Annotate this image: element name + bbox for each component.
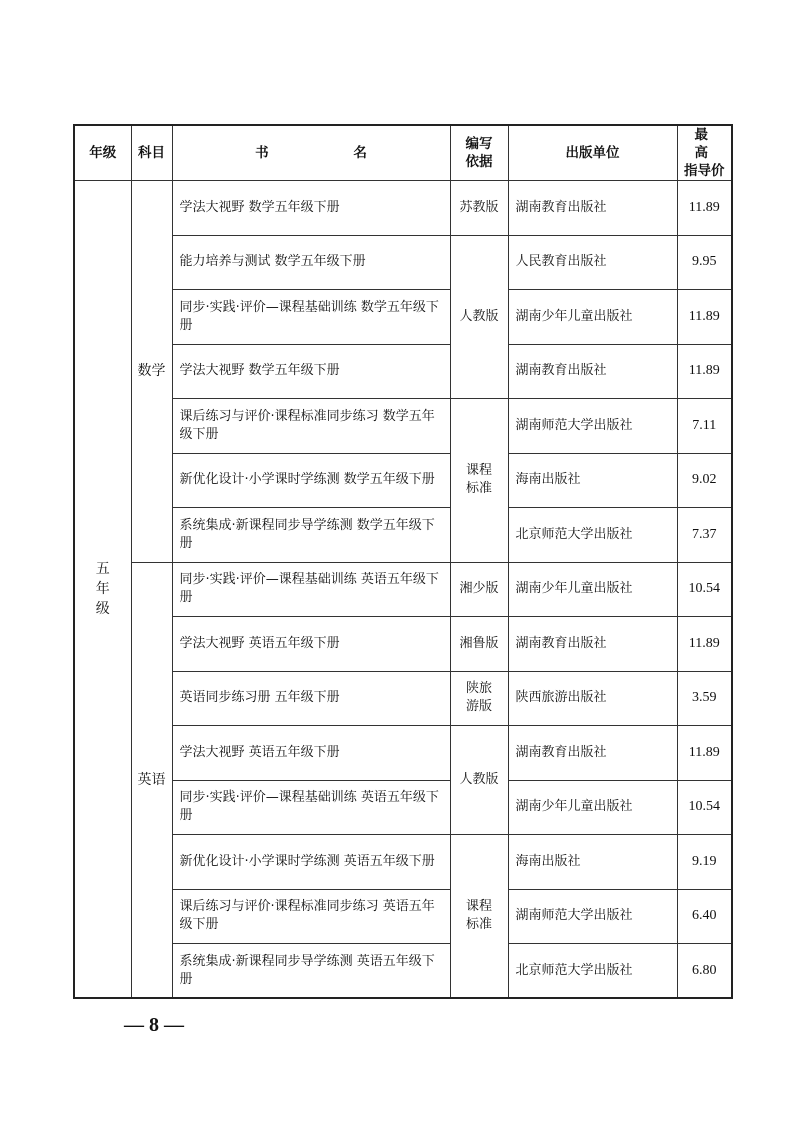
book-title: 同步·实践·评价—课程基础训练 数学五年级下册 bbox=[172, 290, 450, 345]
table-row bbox=[74, 508, 732, 563]
book-title: 课后练习与评价·课程标准同步练习 数学五年级下册 bbox=[172, 399, 450, 454]
publisher-cell: 湖南教育出版社 bbox=[508, 181, 677, 236]
table-row bbox=[74, 290, 732, 345]
publisher-cell: 湖南少年儿童出版社 bbox=[508, 780, 677, 835]
book-title: 学法大视野 英语五年级下册 bbox=[172, 726, 450, 781]
header-basis bbox=[450, 125, 508, 181]
publisher-cell: 北京师范大学出版社 bbox=[508, 508, 677, 563]
publisher-cell: 人民教育出版社 bbox=[508, 235, 677, 290]
basis-cell: 湘少版 bbox=[450, 562, 508, 617]
table-row bbox=[74, 617, 732, 672]
table-row bbox=[74, 889, 732, 944]
book-title: 新优化设计·小学课时学练测 英语五年级下册 bbox=[172, 835, 450, 890]
table-row bbox=[74, 671, 732, 726]
book-title: 课后练习与评价·课程标准同步练习 英语五年级下册 bbox=[172, 889, 450, 944]
table-header-row bbox=[74, 125, 732, 181]
header-price bbox=[677, 125, 732, 181]
table-row bbox=[74, 235, 732, 290]
basis-line: 游版 bbox=[465, 699, 492, 715]
publisher-cell: 海南出版社 bbox=[508, 835, 677, 890]
book-title: 学法大视野 数学五年级下册 bbox=[172, 344, 450, 399]
book-title: 英语同步练习册 五年级下册 bbox=[172, 671, 450, 726]
grade-cell bbox=[74, 181, 131, 999]
price-cell: 11.89 bbox=[677, 181, 732, 236]
book-title: 同步·实践·评价—课程基础训练 英语五年级下册 bbox=[172, 780, 450, 835]
header-book-name bbox=[172, 125, 450, 181]
table-row bbox=[74, 453, 732, 508]
basis-cell: 人教版 bbox=[450, 726, 508, 835]
publisher-cell: 湖南师范大学出版社 bbox=[508, 399, 677, 454]
table-row bbox=[74, 181, 732, 236]
header-publisher: 出版单位 bbox=[508, 125, 677, 181]
price-cell: 3.59 bbox=[677, 671, 732, 726]
table-row bbox=[74, 344, 732, 399]
basis-cell: 人教版 bbox=[450, 235, 508, 399]
header-basis-line2: 依据 bbox=[465, 154, 493, 170]
price-cell: 6.80 bbox=[677, 944, 732, 999]
table-row bbox=[74, 835, 732, 890]
basis-cell bbox=[450, 399, 508, 563]
table-row bbox=[74, 399, 732, 454]
book-title: 能力培养与测试 数学五年级下册 bbox=[172, 235, 450, 290]
publisher-cell: 北京师范大学出版社 bbox=[508, 944, 677, 999]
header-price-line1: 最 高 bbox=[694, 127, 722, 161]
publisher-cell: 湖南师范大学出版社 bbox=[508, 889, 677, 944]
basis-cell: 湘鲁版 bbox=[450, 617, 508, 672]
price-cell: 6.40 bbox=[677, 889, 732, 944]
book-title: 同步·实践·评价—课程基础训练 英语五年级下册 bbox=[172, 562, 450, 617]
header-grade: 年级 bbox=[74, 125, 131, 181]
header-basis-line1: 编写 bbox=[465, 136, 493, 152]
price-cell: 10.54 bbox=[677, 562, 732, 617]
publisher-cell: 海南出版社 bbox=[508, 453, 677, 508]
header-price-line2: 指导价 bbox=[684, 163, 725, 179]
price-cell: 11.89 bbox=[677, 726, 732, 781]
publisher-cell: 陕西旅游出版社 bbox=[508, 671, 677, 726]
basis-line: 课程 bbox=[465, 463, 492, 479]
publisher-cell: 湖南教育出版社 bbox=[508, 617, 677, 672]
basis-line: 标准 bbox=[465, 917, 492, 932]
book-title: 学法大视野 数学五年级下册 bbox=[172, 181, 450, 236]
price-cell: 7.37 bbox=[677, 508, 732, 563]
book-title: 系统集成·新课程同步导学练测 数学五年级下册 bbox=[172, 508, 450, 563]
basis-line: 课程 bbox=[465, 899, 492, 914]
price-cell: 9.95 bbox=[677, 235, 732, 290]
price-cell: 10.54 bbox=[677, 780, 732, 835]
basis-cell: 苏教版 bbox=[450, 181, 508, 236]
price-cell: 11.89 bbox=[677, 617, 732, 672]
basis-line: 标准 bbox=[465, 481, 492, 497]
basis-cell bbox=[450, 671, 508, 726]
price-cell: 9.19 bbox=[677, 835, 732, 890]
grade-char: 年 bbox=[95, 581, 110, 597]
book-title: 学法大视野 英语五年级下册 bbox=[172, 617, 450, 672]
subject-cell-math: 数学 bbox=[131, 181, 172, 563]
publisher-cell: 湖南少年儿童出版社 bbox=[508, 562, 677, 617]
price-cell: 11.89 bbox=[677, 344, 732, 399]
table-row bbox=[74, 726, 732, 781]
price-cell: 11.89 bbox=[677, 290, 732, 345]
header-subject: 科目 bbox=[131, 125, 172, 181]
table-row bbox=[74, 780, 732, 835]
publisher-cell: 湖南教育出版社 bbox=[508, 344, 677, 399]
book-title: 新优化设计·小学课时学练测 数学五年级下册 bbox=[172, 453, 450, 508]
publisher-cell: 湖南教育出版社 bbox=[508, 726, 677, 781]
table-row bbox=[74, 944, 732, 999]
basis-line: 陕旅 bbox=[465, 681, 492, 697]
header-book-name-text: 书 名 bbox=[255, 145, 407, 161]
price-cell: 9.02 bbox=[677, 453, 732, 508]
grade-char: 五 bbox=[95, 561, 110, 577]
table-row bbox=[74, 562, 732, 617]
textbook-price-table bbox=[73, 124, 733, 999]
book-title: 系统集成·新课程同步导学练测 英语五年级下册 bbox=[172, 944, 450, 999]
page-number: — 8 — bbox=[124, 1014, 184, 1036]
subject-cell-english: 英语 bbox=[131, 562, 172, 998]
price-cell: 7.11 bbox=[677, 399, 732, 454]
publisher-cell: 湖南少年儿童出版社 bbox=[508, 290, 677, 345]
basis-cell bbox=[450, 835, 508, 999]
grade-char: 级 bbox=[95, 601, 110, 617]
